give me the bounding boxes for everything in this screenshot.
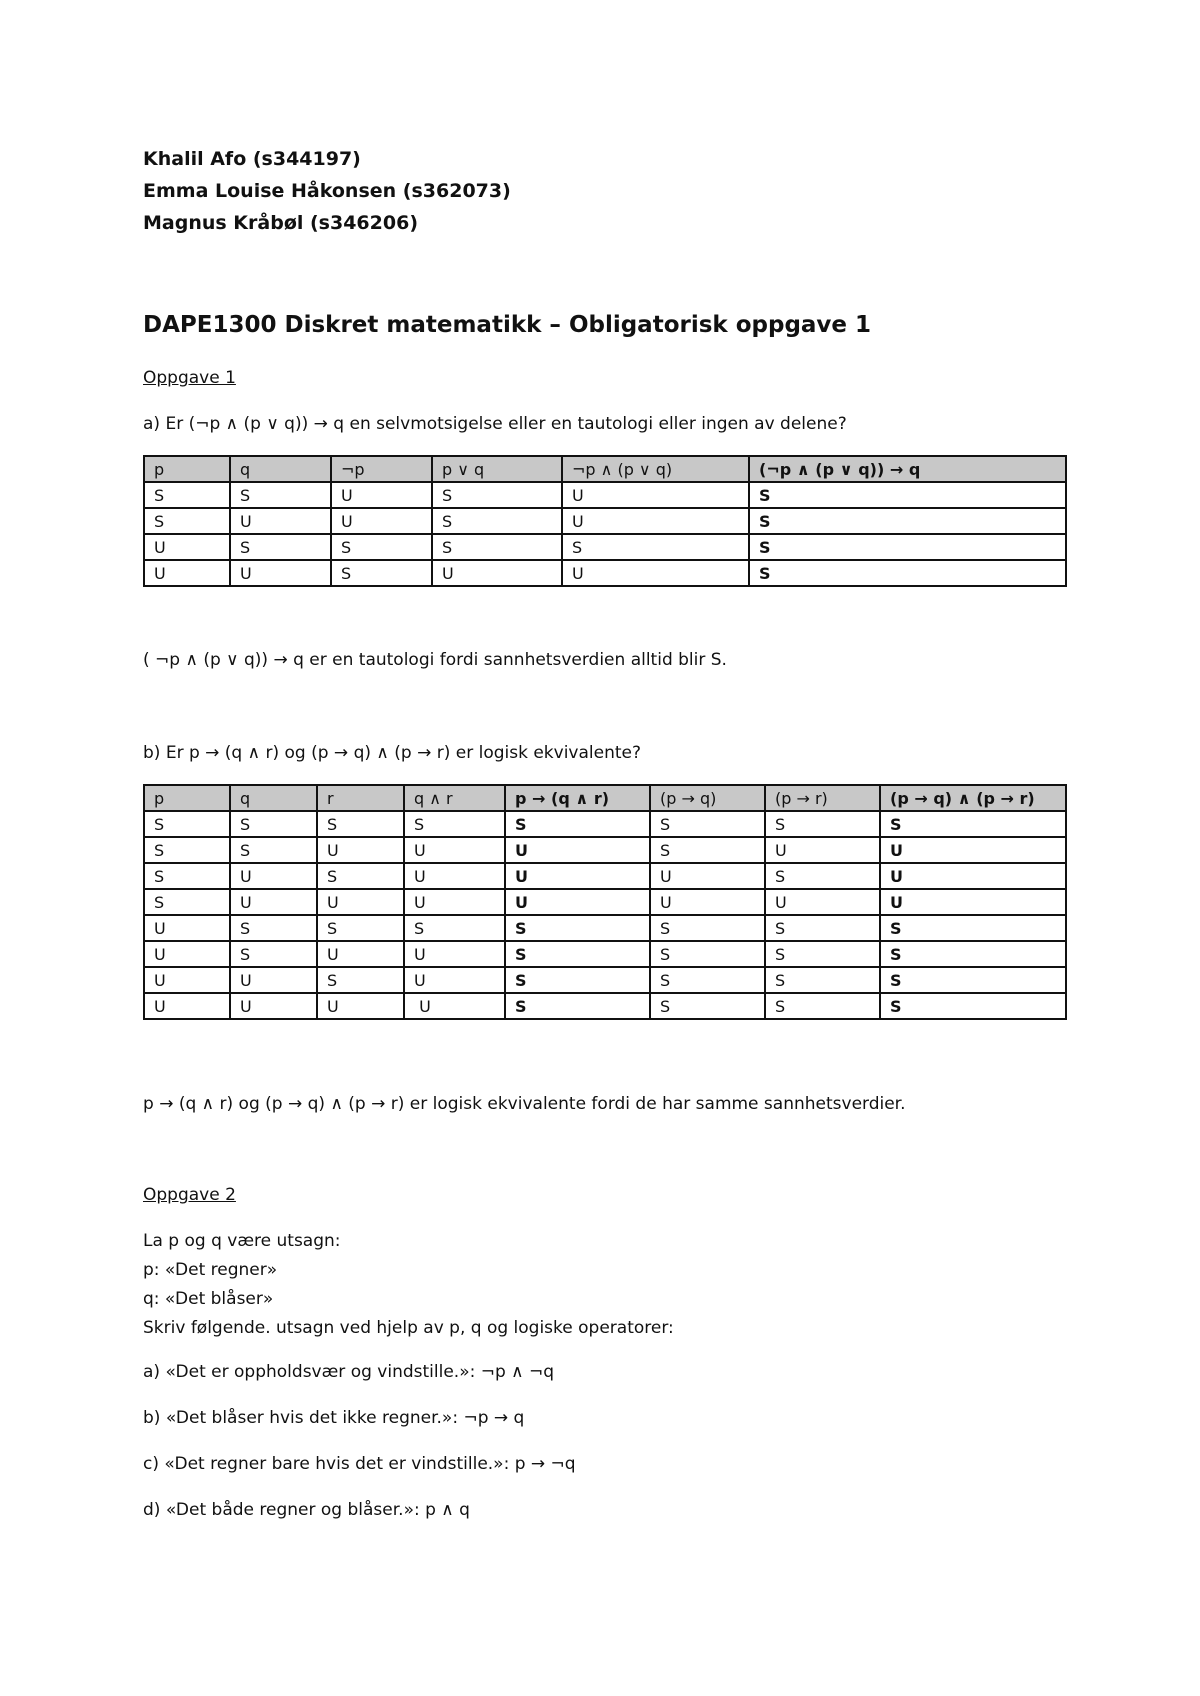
table-row	[144, 889, 1066, 915]
document-title: DAPE1300 Diskret matematikk – Obligatorisk oppgave 1	[143, 312, 872, 338]
table-cell: U	[331, 482, 432, 508]
table-cell: S	[331, 534, 432, 560]
table-cell: S	[230, 837, 317, 863]
table-cell: S	[765, 993, 880, 1019]
table-cell: U	[650, 863, 765, 889]
header-cell: ¬p ∧ (p ∨ q)	[562, 456, 749, 482]
table-cell: U	[404, 837, 505, 863]
table-cell: S	[650, 967, 765, 993]
table-cell: S	[230, 534, 331, 560]
header-cell: (p → q) ∧ (p → r)	[880, 785, 1066, 811]
table-cell: U	[880, 863, 1066, 889]
table-cell: S	[749, 560, 1066, 586]
header-cell: q ∧ r	[404, 785, 505, 811]
table-cell: U	[230, 967, 317, 993]
table-cell: U	[230, 560, 331, 586]
table-cell: S	[749, 534, 1066, 560]
table-cell: S	[765, 967, 880, 993]
table-row	[144, 993, 1066, 1019]
table-cell: U	[650, 889, 765, 915]
table-cell: U	[144, 915, 230, 941]
table-cell: U	[404, 967, 505, 993]
table-cell: S	[562, 534, 749, 560]
table-cell: S	[144, 889, 230, 915]
intro-line: Skriv følgende. utsagn ved hjelp av p, q og logiske operatorer:	[143, 1318, 674, 1338]
table-row	[144, 837, 1066, 863]
table-cell: S	[880, 941, 1066, 967]
table-cell: U	[144, 534, 230, 560]
table-cell: S	[230, 811, 317, 837]
header-cell: p	[144, 785, 230, 811]
table-cell: U	[562, 560, 749, 586]
table-header-row	[144, 456, 1066, 482]
table-cell: S	[749, 508, 1066, 534]
table-cell: U	[562, 508, 749, 534]
author-name: Emma Louise Håkonsen (s362073)	[143, 180, 511, 202]
author-list	[143, 143, 511, 239]
table-cell: S	[880, 811, 1066, 837]
header-cell: (p → q)	[650, 785, 765, 811]
table-cell: S	[650, 837, 765, 863]
table-row	[144, 863, 1066, 889]
oppgave2-intro	[143, 1227, 674, 1343]
table-cell: S	[317, 863, 404, 889]
table-row	[144, 941, 1066, 967]
table-cell: U	[404, 993, 505, 1019]
table-row	[144, 482, 1066, 508]
table-cell: U	[880, 889, 1066, 915]
table-cell: S	[432, 482, 562, 508]
table-cell: U	[144, 560, 230, 586]
header-cell: ¬p	[331, 456, 432, 482]
truth-table-1b	[143, 784, 1067, 1020]
table-row	[144, 508, 1066, 534]
table-cell: S	[650, 811, 765, 837]
table-cell: S	[765, 863, 880, 889]
table-cell: U	[562, 482, 749, 508]
table-cell: S	[331, 560, 432, 586]
table-cell: U	[317, 837, 404, 863]
table-row	[144, 967, 1066, 993]
table-cell: U	[765, 889, 880, 915]
question-1a: a) Er (¬p ∧ (p ∨ q)) → q en selvmotsigelse eller en tautologi eller ingen av delene?	[143, 414, 847, 434]
table-cell: U	[880, 837, 1066, 863]
conclusion-1b: p → (q ∧ r) og (p → q) ∧ (p → r) er logisk ekvivalente fordi de har samme sannhetsverdier.	[143, 1094, 906, 1114]
table-cell: U	[404, 889, 505, 915]
table-row	[144, 811, 1066, 837]
question-1b: b) Er p → (q ∧ r) og (p → q) ∧ (p → r) er logisk ekvivalente?	[143, 743, 642, 763]
answer-2a: a) «Det er oppholdsvær og vindstille.»: ¬p ∧ ¬q	[143, 1362, 555, 1382]
table-cell: S	[230, 941, 317, 967]
table-cell: S	[880, 967, 1066, 993]
conclusion-1a: ( ¬p ∧ (p ∨ q)) → q er en tautologi fordi sannhetsverdien alltid blir S.	[143, 650, 727, 670]
table-cell: U	[144, 993, 230, 1019]
header-cell: p	[144, 456, 230, 482]
table-cell: S	[880, 915, 1066, 941]
table-cell: S	[765, 941, 880, 967]
table-cell: S	[317, 967, 404, 993]
table-cell: U	[331, 508, 432, 534]
table-cell: S	[505, 993, 650, 1019]
table-row	[144, 560, 1066, 586]
table-cell: U	[505, 837, 650, 863]
table-cell: U	[765, 837, 880, 863]
table-cell: S	[650, 915, 765, 941]
table-row	[144, 534, 1066, 560]
table-cell: U	[230, 508, 331, 534]
table-cell: U	[317, 889, 404, 915]
intro-line: p: «Det regner»	[143, 1260, 278, 1280]
header-cell: q	[230, 785, 317, 811]
table-cell: S	[749, 482, 1066, 508]
header-cell: (p → r)	[765, 785, 880, 811]
table-cell: U	[230, 993, 317, 1019]
header-cell: p → (q ∧ r)	[505, 785, 650, 811]
header-cell: (¬p ∧ (p ∨ q)) → q	[749, 456, 1066, 482]
table-cell: U	[505, 889, 650, 915]
table-cell: S	[404, 811, 505, 837]
table-cell: S	[765, 811, 880, 837]
table-row	[144, 915, 1066, 941]
header-cell: p ∨ q	[432, 456, 562, 482]
table-cell: S	[432, 534, 562, 560]
table-header-row	[144, 785, 1066, 811]
oppgave2-heading: Oppgave 2	[143, 1185, 236, 1205]
table-cell: U	[404, 863, 505, 889]
author-name: Khalil Afo (s344197)	[143, 148, 361, 170]
table-cell: U	[404, 941, 505, 967]
table-cell: U	[144, 967, 230, 993]
answer-2b: b) «Det blåser hvis det ikke regner.»: ¬p → q	[143, 1408, 525, 1428]
intro-line: La p og q være utsagn:	[143, 1231, 341, 1251]
truth-table-1a	[143, 455, 1067, 587]
table-cell: S	[230, 915, 317, 941]
table-cell: S	[880, 993, 1066, 1019]
table-cell: S	[505, 811, 650, 837]
table-cell: U	[317, 993, 404, 1019]
table-cell: U	[144, 941, 230, 967]
author-name: Magnus Kråbøl (s346206)	[143, 212, 418, 234]
table-cell: U	[230, 863, 317, 889]
header-cell: r	[317, 785, 404, 811]
table-cell: S	[650, 941, 765, 967]
table-cell: S	[144, 863, 230, 889]
table-cell: S	[230, 482, 331, 508]
answer-2c: c) «Det regner bare hvis det er vindstille.»: p → ¬q	[143, 1454, 576, 1474]
table-cell: U	[317, 941, 404, 967]
table-cell: S	[505, 967, 650, 993]
table-cell: S	[144, 811, 230, 837]
table-cell: S	[505, 941, 650, 967]
intro-line: q: «Det blåser»	[143, 1289, 274, 1309]
oppgave1-heading: Oppgave 1	[143, 368, 236, 388]
table-cell: S	[317, 915, 404, 941]
table-cell: S	[650, 993, 765, 1019]
header-cell: q	[230, 456, 331, 482]
table-cell: S	[144, 508, 230, 534]
table-cell: S	[432, 508, 562, 534]
table-cell: S	[765, 915, 880, 941]
answer-2d: d) «Det både regner og blåser.»: p ∧ q	[143, 1500, 470, 1520]
table-cell: S	[404, 915, 505, 941]
table-cell: U	[432, 560, 562, 586]
table-cell: S	[144, 482, 230, 508]
table-cell: S	[144, 837, 230, 863]
table-cell: U	[505, 863, 650, 889]
table-cell: S	[317, 811, 404, 837]
table-cell: U	[230, 889, 317, 915]
table-cell: S	[505, 915, 650, 941]
